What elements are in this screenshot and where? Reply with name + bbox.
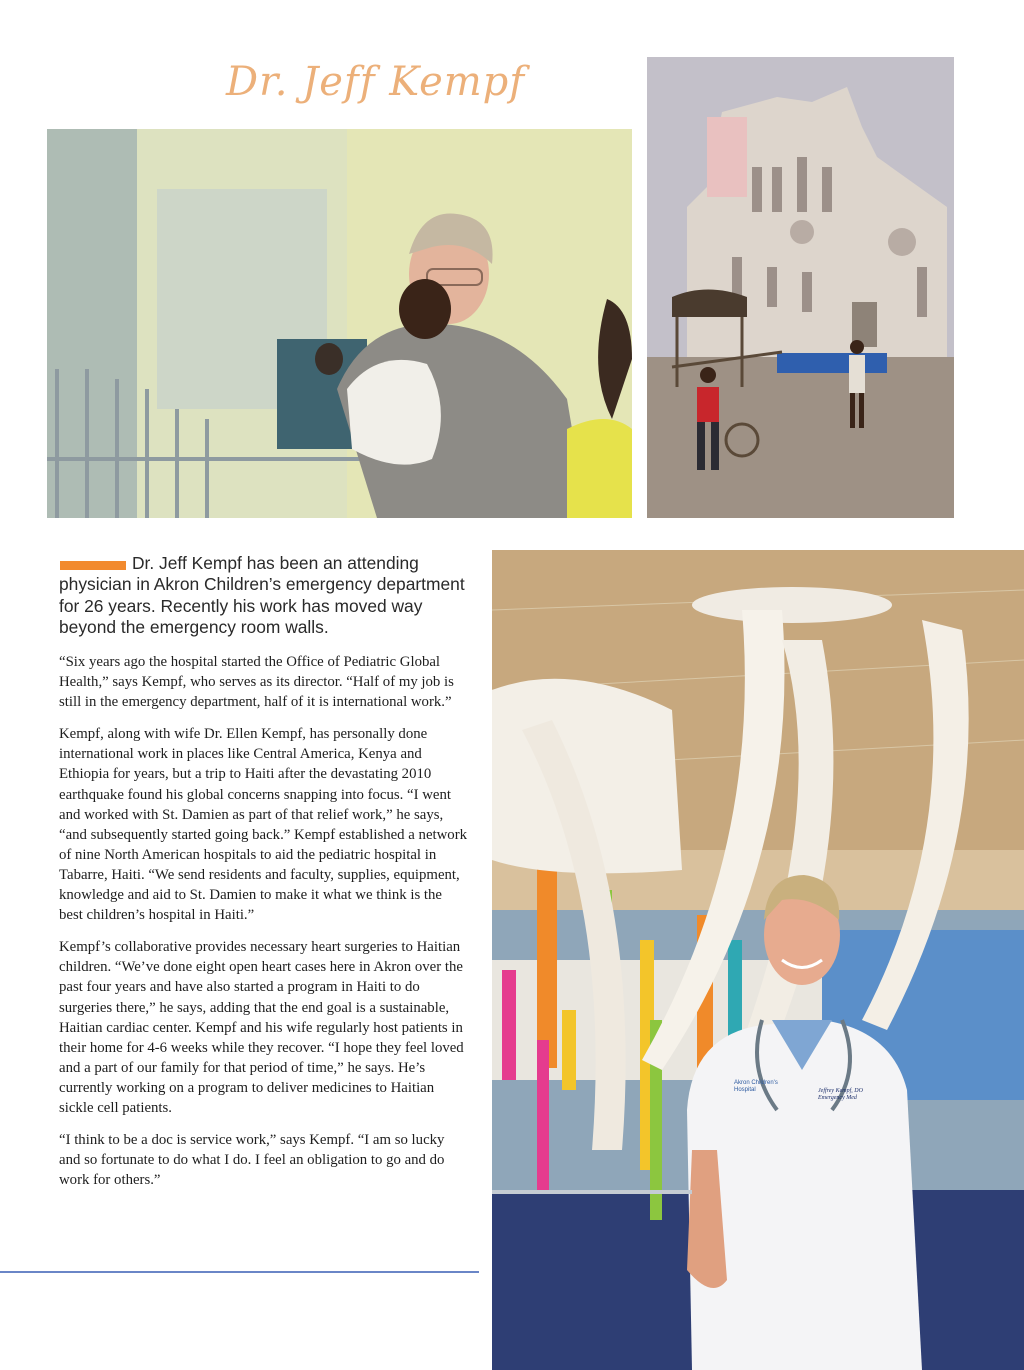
page-title: Dr. Jeff Kempf bbox=[226, 59, 526, 105]
doctor-lobby-photo bbox=[492, 550, 1024, 1370]
footer-rule bbox=[0, 1271, 479, 1273]
article-body bbox=[59, 652, 469, 1202]
body-paragraph: “Six years ago the hospital started the Office of Pediatric Global Health,” says Kempf, who serves as its director. “Half of my job is still in the emergency department, half of it is international work.” bbox=[59, 654, 454, 711]
cathedral-ruins-photo bbox=[647, 57, 954, 518]
coat-embroidery bbox=[818, 1088, 888, 1102]
coat-department: Emergency Med bbox=[818, 1095, 857, 1101]
hospital-ward-photo bbox=[47, 129, 632, 518]
coat-badge bbox=[734, 1080, 784, 1094]
body-paragraph: Kempf, along with wife Dr. Ellen Kempf, has personally done international work in places like Central America, Kenya and Ethiopia for years, but a trip to Haiti after the devastating 2010 earthquake found his global concerns snapping into focus. “I went and worked with St. Damien as part of that relief work,” he says, “and subsequently started going back.” Kempf established a network of nine North American hospitals to aid the pediatric hospital in Tabarre, Haiti. “We send residents and faculty, supplies, equipment, knowledge and aid to St. Damien to make it what we think is the best children’s hospital in Haiti.” bbox=[59, 726, 468, 924]
coat-name: Jeffrey Kempf, DO bbox=[818, 1088, 863, 1094]
hospital-badge-text: Akron Children's Hospital bbox=[734, 1080, 778, 1093]
body-paragraph: “I think to be a doc is service work,” says Kempf. “I am so lucky and so fortunate to do what I do. I feel an obligation to go and do work for others.” bbox=[59, 1132, 445, 1189]
body-paragraph: Kempf’s collaborative provides necessary heart surgeries to Haitian children. “We’ve done eight open heart cases here in Akron over the past four years and have also started a program in Haiti to do surgeries there,” he says, adding that the end goal is a sustainable, Haitian cardiac center. Kempf and his wife regularly host patients in their home for 4-6 weeks while they recover. “I hope they feel loved and a part of our family for that period of time,” he says. He’s currently working on a program to deliver medicines to Haitian sickle cell patients. bbox=[59, 939, 464, 1116]
lead-paragraph: Dr. Jeff Kempf has been an attending physician in Akron Children’s emergency department for 26 years. Recently his work has moved way beyond the emergency room walls. bbox=[59, 553, 465, 637]
